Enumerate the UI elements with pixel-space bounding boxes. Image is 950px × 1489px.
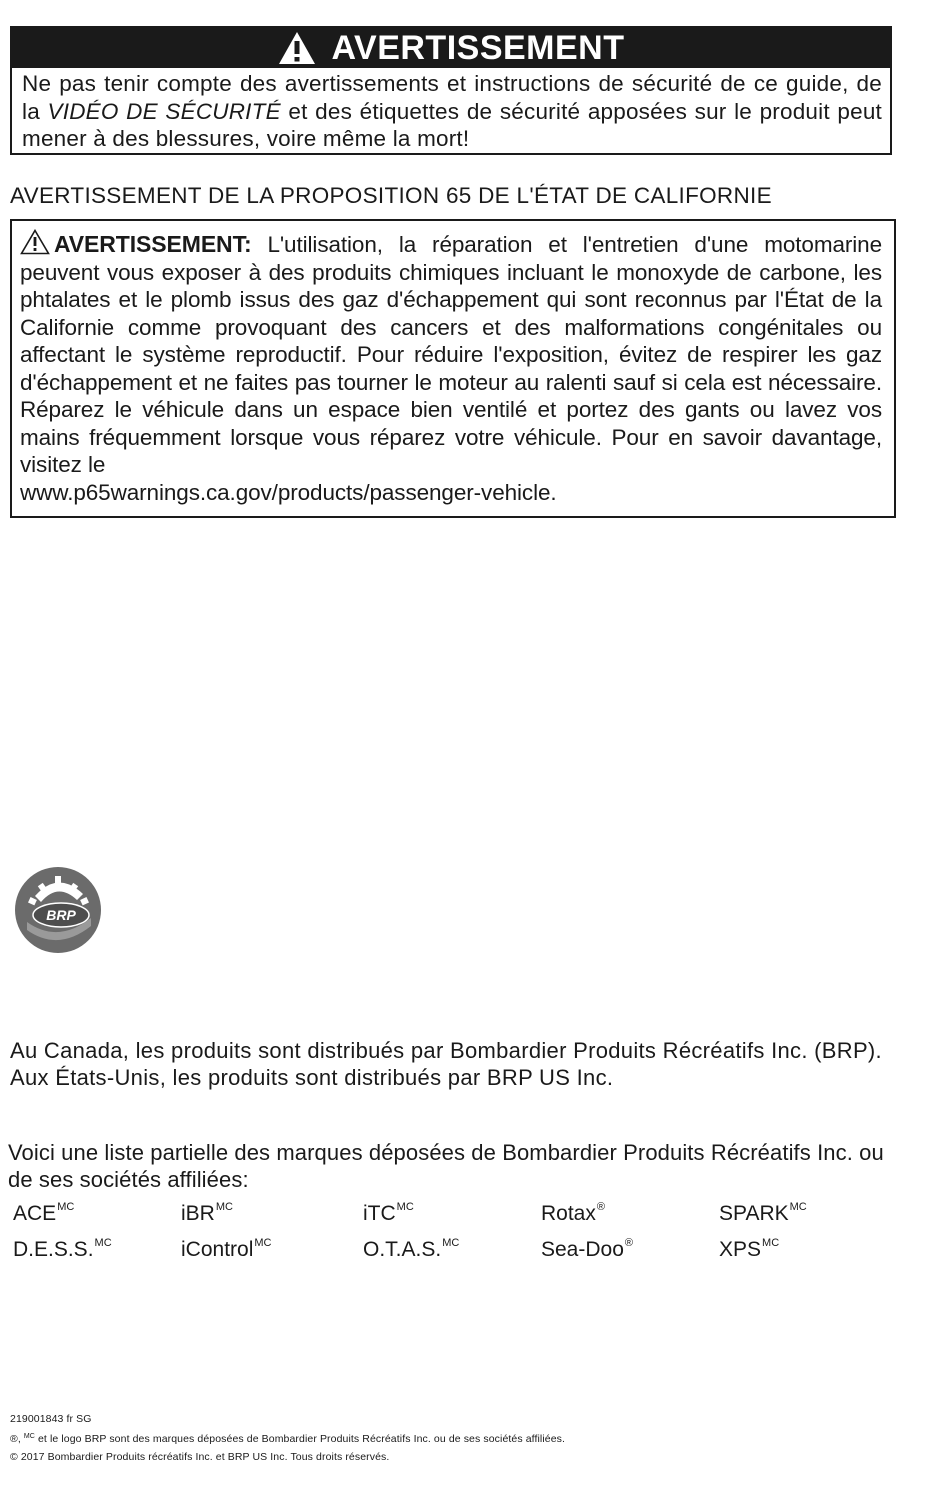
legal-footer bbox=[10, 1410, 565, 1466]
trademark-item: D.E.S.S.$^{MC}$ bbox=[13, 1237, 112, 1261]
warning-text: Ne pas tenir compte des avertissements et instructions de sécurité de ce guide, de la VIDÉO DE SÉCURITÉ et des étiquettes de sécurité apposées sur le produit peut mener à des blessures, voire même la mort! bbox=[22, 71, 882, 151]
brp-logo-text: BRP bbox=[46, 907, 76, 923]
distribution-canada: Au Canada, les produits sont distribués par Bombardier Produits Récréatifs Inc. (BRP). bbox=[10, 1038, 882, 1063]
trademark-item: $ACE^{MC}$ bbox=[13, 1201, 75, 1225]
prop65-warning-box bbox=[10, 219, 896, 518]
safety-video-title: VIDÉO DE SÉCURITÉ bbox=[47, 98, 281, 124]
prop65-url: www.p65warnings.ca.gov/products/passenger-vehicle. bbox=[20, 479, 557, 505]
warning-triangle-outline-icon bbox=[20, 229, 50, 255]
brp-logo bbox=[11, 864, 105, 954]
safety-warning-box bbox=[10, 26, 892, 155]
trademark-item: Rotax® bbox=[541, 1201, 605, 1225]
warning-title: AVERTISSEMENT bbox=[331, 28, 625, 67]
prop65-lead: AVERTISSEMENT: bbox=[54, 231, 252, 257]
document-code: 219001843 fr SG bbox=[10, 1413, 92, 1425]
prop65-heading: AVERTISSEMENT DE LA PROPOSITION 65 DE L'ÉTAT DE CALIFORNIE bbox=[10, 183, 772, 208]
warning-triangle-icon bbox=[277, 30, 317, 66]
trademark-item: iBR$^{MC}$ bbox=[181, 1201, 233, 1225]
trademark-item: O.T.A.S.$^{MC}$ bbox=[363, 1237, 460, 1261]
trademarks-row bbox=[13, 1237, 893, 1273]
trademark-item: $SPARK^{MC}$ bbox=[719, 1201, 807, 1225]
distribution-info bbox=[10, 1037, 884, 1091]
distribution-usa: Aux États-Unis, les produits sont distribués par BRP US Inc. bbox=[10, 1065, 614, 1090]
trademarks-intro: Voici une liste partielle des marques déposées de Bombardier Produits Récréatifs Inc. ou de ses sociétés affiliées: bbox=[8, 1140, 884, 1192]
trademarks-list bbox=[13, 1201, 893, 1273]
trademark-notice: ®, $^{MC}$ et le logo BRP sont des marques déposées de Bombardier Produits Récréatifs Inc. ou de ses sociétés affiliées. bbox=[10, 1433, 566, 1445]
trademark-item: iControl$^{MC}$ bbox=[181, 1237, 272, 1261]
trademark-item: iTC$^{MC}$ bbox=[363, 1201, 414, 1225]
trademark-item: Sea-Doo® bbox=[541, 1237, 633, 1261]
prop65-text: L'utilisation, la réparation et l'entretien d'une motomarine peuvent vous exposer à des produits chimiques incluant le monoxyde de carbone, les phtalates et le plomb issus des gaz d'échappement qui sont reconnus par l'État de la Californie comme provoquant des cancers et des malformations congénitales ou affectant le système reproductif. Pour réduire l'exposition, évitez de respirer les gaz d'échappement et ne faites pas tourner le moteur au ralenti sauf si cela est nécessaire. Réparez le véhicule dans un espace bien ventilé et portez des gants ou lavez vos mains fréquemment lorsque vous réparez votre véhicule. Pour en savoir davantage, visitez le bbox=[20, 232, 882, 477]
trademark-item: $XPS^{MC}$ bbox=[719, 1237, 780, 1261]
trademarks-row bbox=[13, 1201, 893, 1237]
warning-header bbox=[12, 28, 890, 68]
copyright-notice: © 2017 Bombardier Produits récréatifs Inc. et BRP US Inc. Tous droits réservés. bbox=[10, 1451, 390, 1463]
